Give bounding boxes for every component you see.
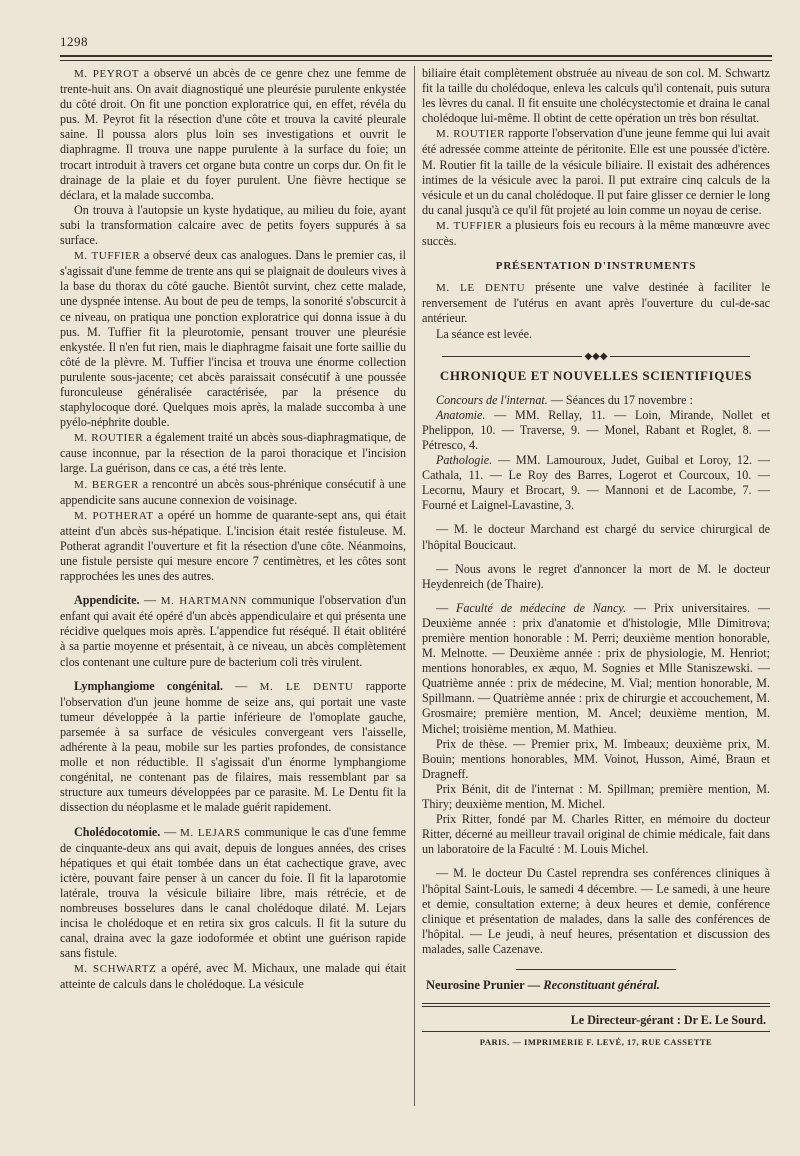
paragraph-potherat: M. POTHERAT a opéré un homme de quarante-sept ans, qui était atteint d'un abcès sus-hépatique. L'incision était restée fistuleuse. M. Potherat agrandit l'ouverture et fit la résection d'une côte. Néanmoins, une fistule persiste qui mesure encore 7 centimètres, et les côtes sont rapprochées les unes des autres. [60,507,407,584]
paragraph-berger: M. BERGER a rencontré un abcès sous-phrénique consécutif à une appendicite sans aucune connexion de voisinage. [60,476,406,507]
news-du-castel: — M. le docteur Du Castel reprendra ses conférences cliniques à l'hôpital Saint-Louis, le samedi 4 décembre. — Le samedi, à une heure et demie, consultation externe; à deux heures et demie, conférence clinique et présentation de malades, dans la salle des conférences de l'hôpital. — Le jeudi, à neuf heures, présentation et discussion des malades, salle Cazenave. [422,866,770,956]
advertisement-neurosine: Neurosine Prunier — Reconstituant général. [426,977,660,992]
paragraph-routier-2: M. ROUTIER rapporte l'observation d'une jeune femme qui lui avait été adressée comme atteinte de péritonite. Elle est une poussée d'ictère. M. Routier fit la taille de la vésicule biliaire. Il existait des adhérences intimes de la vésicule avec la paroi. Il put extraire cinq calculs de la vésicule et un du canal cholédoque. Il put faire glisser ce dernier le long du canal jusqu'à ce qu'il fût projeté au loin comme un noyau de cerise. [422,126,770,217]
footer-rule [422,1003,770,1007]
printer-imprint: PARIS. — IMPRIMERIE F. LEVÉ, 17, RUE CASSETTE [422,1031,770,1050]
paragraph-appendicite: Appendicite. — M. HARTMANN communique l'observation d'un enfant qui avait été opéré d'un abcès appendiculaire et qui présenta une récidive quelques mois après. L'appendice fut réséqué. Il était oblitéré à sa partie moyenne et présentait, à ce niveau, un abcès complètement clos contenant une culture pure de bacterium coli très virulent. [60,593,407,669]
news-marchand: — M. le docteur Marchand est chargé du service chirurgical de l'hôpital Boucicaut. [422,522,770,552]
paragraph-schwartz: M. SCHWARTZ a opéré, avec M. Michaux, une malade qui était atteinte de calculs dans le cholédoque. La vésicule [60,961,406,992]
news-concours: Concours de l'internat. — Séances du 17 novembre : [436,392,693,407]
paragraph-autopsie: On trouva à l'autopsie un kyste hydatique, au milieu du foie, ayant subi la transformation calcaire avec de petits foyers suppurés à sa surface. [60,202,406,248]
header-rule [60,55,772,61]
news-anatomie: Anatomie. — MM. Rellay, 11. — Loin, Mirande, Nollet et Phelippon, 10. — Traverse, 9. — Monel, Rabant et Roglet, 8. — Pétresco, 4. [422,407,770,452]
right-column [422,66,770,1050]
page-number: 1298 [60,34,88,49]
news-prix-these: Prix de thèse. — Premier prix, M. Imbeaux; deuxième prix, M. Bouin; mentions honorables, MM. Voinot, Husson, Aimé, Braun et Dragneff. [422,736,770,781]
section-heading-instruments: PRÉSENTATION D'INSTRUMENTS [495,260,697,273]
section-heading-chronique: CHRONIQUE ET NOUVELLES SCIENTIFIQUES [439,367,753,383]
directeur-gerant: Le Directeur-gérant : Dr E. Le Sourd. [570,1013,766,1028]
paragraph-routier: M. ROUTIER a également traité un abcès sous-diaphragmatique, de cause inconnue, par la résection de la paroi thoracique et l'incision large. La guérison, dans ce cas, a été très lente. [60,430,406,476]
news-prix-benit: Prix Bénit, dit de l'internat : M. Spillman; première mention, M. Thiry; deuxième mention, M. Michel. [422,781,770,812]
left-column [60,66,406,993]
paragraph-peyrot: M. PEYROT a observé un abcès de ce genre chez une femme de trente-huit ans. On avait diagnostiqué une pleurésie purulente enkystée du côté droit. On fit une ponction exploratrice qui, en effet, révéla du pus. M. Peyrot fit la résection d'une côte et trouva la cavité pleurale saine. Il poussa alors plus loin ses investigations et ouvrit le diaphragme. Il trouva une nappe purulente à la surface du foie; un trocart introduit à travers cet organe buta contre un corps dur. On fit le drainage de la plaie et du foyer purulent. Une fièvre hectique se déclara, et la malade succomba. [60,66,406,202]
column-divider [414,66,415,1106]
paragraph-tuffier-2: M. TUFFIER a plusieurs fois eu recours à la même manœuvre avec succès. [422,217,770,249]
paragraph-seance-levee: La séance est levée. [436,326,533,341]
news-heydenreich: — Nous avons le regret d'annoncer la mort de M. le docteur Heydenreich (de Thaire). [422,561,770,591]
paragraph-lymphangiome: Lymphangiome congénital. — M. LE DENTU rapporte l'observation d'un jeune homme de seize ans, qui portait une vaste tumeur développée à la partie inférieure de l'omoplate gauche, parsemée à sa surface de vésicules convergeant vers l'aisselle, adhérente à la peau, mobile sur les parties profondes, de consistance molle et non réductible. Il s'agissait d'un énorme lymphangiome congénital, ne contenant pas de filaires, mais ressemblant par sa structure aux tumeurs développées par ce parasite. M. Le Dentu fit la dissection du néoplasme et le malade guérit rapidement. [60,678,407,815]
paragraph-choledocotomie: Cholédocotomie. — M. LEJARS communique le cas d'une femme de cinquante-deux ans qui avait, depuis de longues années, des crises hépatiques et qui était tombée dans un état cachectique grave, avec ictère, pouvant faire penser à un cancer du foie. Il fit la laparotomie latérale, trouva la vésicule biliaire libre, mais rétrécie, et de nombreuses bosselures dans le canal cholédoque dilaté. M. Lejars incisa le cholédoque et en retira six gros calculs. Il fit la suture du canal, draina avec la gaze iodoformée et obtint une guérison rapide sans fistule. [60,824,407,961]
paragraph-schwartz-cont: biliaire était complètement obstruée au niveau de son col. M. Schwartz fit la taille du cholédoque, enleva les calculs qu'il contenait, puis sutura les lèvres du canal. Il fit ensuite une cholécystectomie et draina le canal cholédoque lui-même. Il obtint de cette opération un très bon résultat. [422,66,770,126]
news-pathologie: Pathologie. — MM. Lamouroux, Judet, Guibal et Loroy, 12. — Cathala, 11. — Le Roy des Barres, Logerot et Courcoux, 10. — Lecornu, Maury et Brocart, 9. — Mannoni et de Lacombe, 7. — Fourné et Laignel-Lavastine, 3. [422,453,770,513]
news-prix-ritter: Prix Ritter, fondé par M. Charles Ritter, en mémoire du docteur Ritter, décerné au meilleur travail original de chimie médicale, fait dans un laboratoire de la Faculté : M. Louis Michel. [422,812,770,857]
paragraph-tuffier: M. TUFFIER a observé deux cas analogues. Dans le premier cas, il s'agissait d'une femme de trente ans qui se plaignait de douleurs vives à la base du thorax du côté gauche. Bientôt survint, chez cette malade, une dyspnée intense. Au bout de peu de temps, la sonorité s'obscurcit à ce niveau, on pratiqua une ponction exploratrice qui donna issue à du pus. M. Tuffier fit la pleurotomie, pensant trouver une pleurésie enkystée. Il n'en fut rien, mais le diaphragme faisait une forte saillie du côté de la plèvre. M. Tuffier l'incisa et trouva une énorme collection purulente sous-jacente; cet abcès paraissait consécutif à une poussée furonculeuse généralisée caractérisée, par la présence du staphylocoque doré. Quelques mois après, la malade succomba à une pyélo-néphrite double. [60,248,406,430]
ornament-divider: ◆◆◆ [422,352,770,362]
short-rule [516,969,676,970]
news-nancy: — Faculté de médecine de Nancy. — Prix universitaires. — Deuxième année : prix d'anatomie et d'histologie, Mlle Dimitrova; première mention honorable : M. Perri; deuxième mention honorable, M. Melnotte. — Deuxième année : prix de physiologie, M. Henriot; mentions honorables, ex æquo, M. Sognies et Mlle Staniszewski. — Quatrième année : prix de médecine, M. Vial; mention honorable, M. Spillmann. — Quatrième année : prix de chirurgie et accouchement, M. Grosmaire; première mention, M. Ancel; deuxième mention, M. Michel; troisième mention, M. Mathieu. [422,600,770,736]
paragraph-le-dentu-valve: M. LE DENTU présente une valve destinée à faciliter le renversement de l'utérus en avant après l'ouverture du cul-de-sac antérieur. [422,280,770,326]
